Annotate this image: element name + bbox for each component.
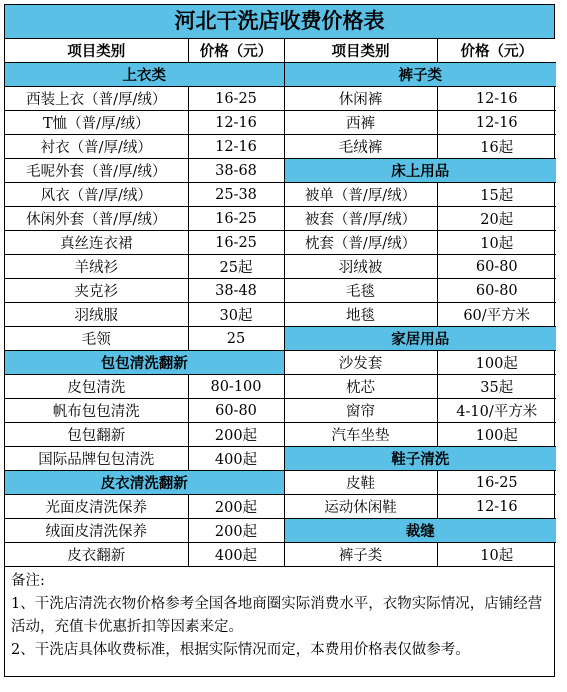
item-column-header: 项目类别	[5, 39, 188, 63]
price-cell: 100起	[437, 351, 556, 375]
note-line-1: 1、干洗店清洗衣物价格参考全国各地商圈实际消费水平，衣物实际情况，店铺经营活动，充值卡优惠折扣等因素来定。	[11, 596, 543, 635]
price-cell: 100起	[437, 423, 556, 447]
section-bedding: 床上用品	[284, 159, 556, 183]
table-row	[5, 423, 556, 447]
item-cell: 真丝连衣裙	[5, 231, 188, 255]
price-cell: 12-16	[437, 87, 556, 111]
price-cell: 16-25	[188, 231, 284, 255]
section-row	[5, 63, 556, 87]
item-cell: 帆布包包清洗	[5, 399, 188, 423]
item-cell: 衬衣（普/厚/绒）	[5, 135, 188, 159]
item-cell: 被单（普/厚/绒）	[284, 183, 437, 207]
item-cell: 休闲裤	[284, 87, 437, 111]
table-row	[5, 255, 556, 279]
price-cell: 60-80	[188, 399, 284, 423]
notes-heading: 备注:	[11, 573, 45, 589]
item-cell: T恤（普/厚/绒）	[5, 111, 188, 135]
table-row	[5, 495, 556, 519]
item-cell: 国际品牌包包清洗	[5, 447, 188, 471]
price-cell: 10起	[437, 543, 556, 567]
price-cell: 200起	[188, 423, 284, 447]
price-cell: 25	[188, 327, 284, 351]
item-cell: 毛绒裤	[284, 135, 437, 159]
section-home: 家居用品	[284, 327, 556, 351]
table-row	[5, 87, 556, 111]
table-row	[5, 543, 556, 567]
item-cell: 毛毯	[284, 279, 437, 303]
section-leather: 皮衣清洗翻新	[5, 471, 284, 495]
price-cell: 200起	[188, 495, 284, 519]
price-cell: 200起	[188, 519, 284, 543]
item-cell: 被套（普/厚/绒）	[284, 207, 437, 231]
table-row	[5, 183, 556, 207]
price-cell: 400起	[188, 447, 284, 471]
table-row	[5, 135, 556, 159]
price-cell: 4-10/平方米	[437, 399, 556, 423]
price-sheet	[4, 4, 555, 677]
price-cell: 16起	[437, 135, 556, 159]
item-cell: 羽绒被	[284, 255, 437, 279]
price-cell: 12-16	[188, 111, 284, 135]
table-row	[5, 471, 556, 495]
item-cell: 西装上衣（普/厚/绒）	[5, 87, 188, 111]
price-column-header: 价格（元）	[437, 39, 556, 63]
item-cell: 裤子类	[284, 543, 437, 567]
price-cell: 16-25	[188, 207, 284, 231]
table-row	[5, 279, 556, 303]
price-cell: 15起	[437, 183, 556, 207]
section-shoes: 鞋子清洗	[284, 447, 556, 471]
item-cell: 光面皮清洗保养	[5, 495, 188, 519]
item-cell: 羊绒衫	[5, 255, 188, 279]
table-row	[5, 399, 556, 423]
item-cell: 汽车坐垫	[284, 423, 437, 447]
price-cell: 16-25	[437, 471, 556, 495]
price-column-header: 价格（元）	[188, 39, 284, 63]
section-pants: 裤子类	[284, 63, 556, 87]
item-cell: 枕套（普/厚/绒）	[284, 231, 437, 255]
page-title: 河北干洗店收费价格表	[5, 5, 554, 39]
price-cell: 60-80	[437, 279, 556, 303]
price-cell: 400起	[188, 543, 284, 567]
item-cell: 枕芯	[284, 375, 437, 399]
table-row	[5, 231, 556, 255]
table-row	[5, 159, 556, 183]
item-cell: 包包翻新	[5, 423, 188, 447]
note-line-2: 2、干洗店具体收费标准，根据实际情况而定，本费用价格表仅做参考。	[11, 642, 470, 658]
notes-section	[5, 566, 554, 676]
item-cell: 风衣（普/厚/绒）	[5, 183, 188, 207]
table-row	[5, 207, 556, 231]
item-cell: 休闲外套（普/厚/绒）	[5, 207, 188, 231]
table-header-row	[5, 39, 556, 63]
table-row	[5, 375, 556, 399]
item-cell: 皮衣翻新	[5, 543, 188, 567]
price-cell: 38-48	[188, 279, 284, 303]
price-cell: 80-100	[188, 375, 284, 399]
item-cell: 毛呢外套（普/厚/绒）	[5, 159, 188, 183]
item-cell: 毛领	[5, 327, 188, 351]
item-cell: 皮鞋	[284, 471, 437, 495]
item-column-header: 项目类别	[284, 39, 437, 63]
table-row	[5, 303, 556, 327]
item-cell: 皮包清洗	[5, 375, 188, 399]
table-row	[5, 327, 556, 351]
price-cell: 10起	[437, 231, 556, 255]
item-cell: 地毯	[284, 303, 437, 327]
item-cell: 绒面皮清洗保养	[5, 519, 188, 543]
item-cell: 夹克衫	[5, 279, 188, 303]
price-cell: 12-16	[437, 111, 556, 135]
item-cell: 西裤	[284, 111, 437, 135]
table-row	[5, 351, 556, 375]
table-row	[5, 447, 556, 471]
price-table	[5, 39, 556, 566]
section-bags: 包包清洗翻新	[5, 351, 284, 375]
price-cell: 35起	[437, 375, 556, 399]
section-tops: 上衣类	[5, 63, 284, 87]
section-tailor: 裁缝	[284, 519, 556, 543]
price-cell: 25起	[188, 255, 284, 279]
item-cell: 沙发套	[284, 351, 437, 375]
price-cell: 30起	[188, 303, 284, 327]
price-cell: 20起	[437, 207, 556, 231]
item-cell: 窗帘	[284, 399, 437, 423]
item-cell: 运动休闲鞋	[284, 495, 437, 519]
price-cell: 25-38	[188, 183, 284, 207]
price-cell: 60/平方米	[437, 303, 556, 327]
table-row	[5, 519, 556, 543]
price-cell: 60-80	[437, 255, 556, 279]
table-row	[5, 111, 556, 135]
price-cell: 12-16	[188, 135, 284, 159]
item-cell: 羽绒服	[5, 303, 188, 327]
price-cell: 16-25	[188, 87, 284, 111]
price-cell: 38-68	[188, 159, 284, 183]
price-cell: 12-16	[437, 495, 556, 519]
